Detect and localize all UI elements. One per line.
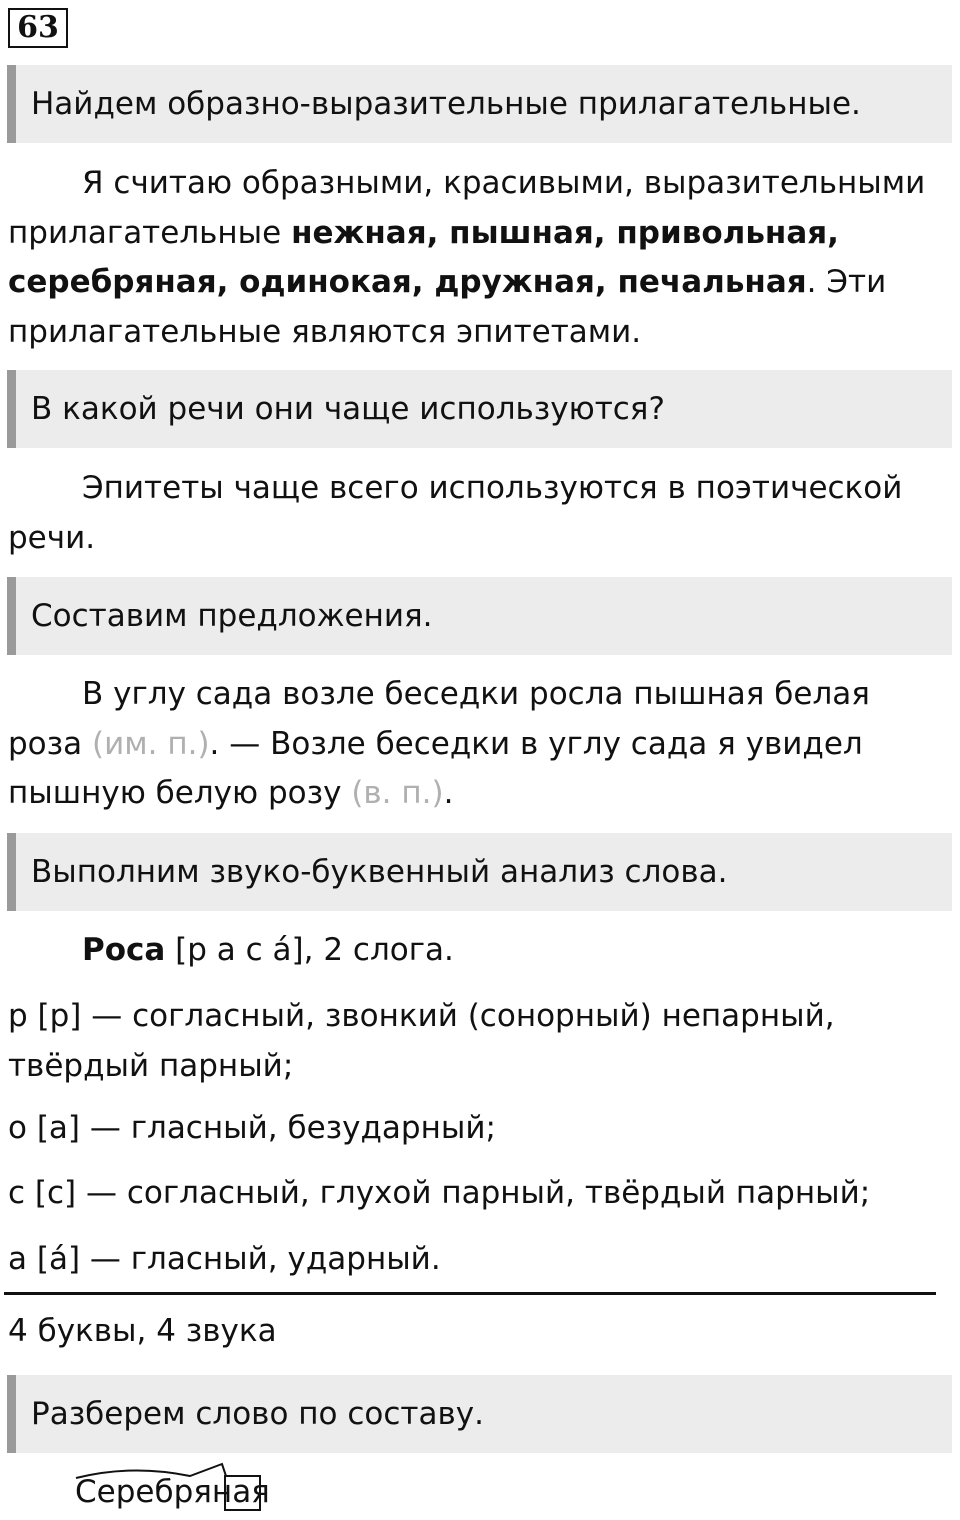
answer-text-pre: Я считаю образными, красивыми, выразительными прилагательные (8, 165, 926, 251)
section-heading-phonetic: Выполним звуко-буквенный анализ слова. (7, 833, 952, 911)
answer-adjectives-bold: нежная, пышная, привольная, серебряная, одинокая, дружная, печальная (8, 214, 839, 300)
section-heading-sentences: Составим предложения. (7, 577, 952, 655)
section-heading-epithets: Найдем образно-выразительные прилагательные. (7, 65, 952, 143)
sentence-1: В углу сада возле беседки росла пышная белая роза (8, 676, 870, 762)
answer-sentences (8, 670, 948, 819)
section-heading-speech: В какой речи они чаще используются? (7, 370, 952, 448)
morpheme-parse (72, 1462, 272, 1514)
section-heading-morphemes: Разберем слово по составу. (7, 1375, 952, 1453)
sound-item: р [р] — согласный, звонкий (сонорный) непарный, твёрдый парный; (8, 998, 835, 1084)
sound-item: а [á] — гласный, ударный. (8, 1241, 441, 1277)
morpheme-word (75, 1474, 270, 1510)
answer-text-post: . Эти прилагательные являются эпитетами. (8, 264, 887, 350)
case-note-nominative: (им. п.) (91, 725, 210, 762)
morpheme-ending: ая (232, 1474, 270, 1510)
phonetic-word: Роса (82, 932, 166, 968)
phonetic-transcription: [р а с á], 2 слога. (165, 932, 454, 968)
sound-item: о [а] — гласный, безударный; (8, 1110, 496, 1146)
answer-epithets (8, 159, 948, 357)
task-number: 63 (8, 8, 68, 48)
case-note-accusative: (в. п.) (351, 775, 444, 811)
phonetic-summary: 4 буквы, 4 звука (8, 1313, 277, 1349)
answer-speech: Эпитеты чаще всего используются в поэтической речи. (8, 470, 903, 556)
sound-item: с [с] — согласный, глухой парный, твёрдый парный; (8, 1175, 871, 1211)
phonetic-word-line (8, 926, 948, 976)
summary-divider (4, 1292, 936, 1295)
sentence-2: . — Возле беседки в углу сада я увидел пышную белую розу (8, 725, 863, 811)
sentence-2-end: . (443, 775, 454, 811)
morpheme-stem: Серебрян (75, 1474, 233, 1510)
